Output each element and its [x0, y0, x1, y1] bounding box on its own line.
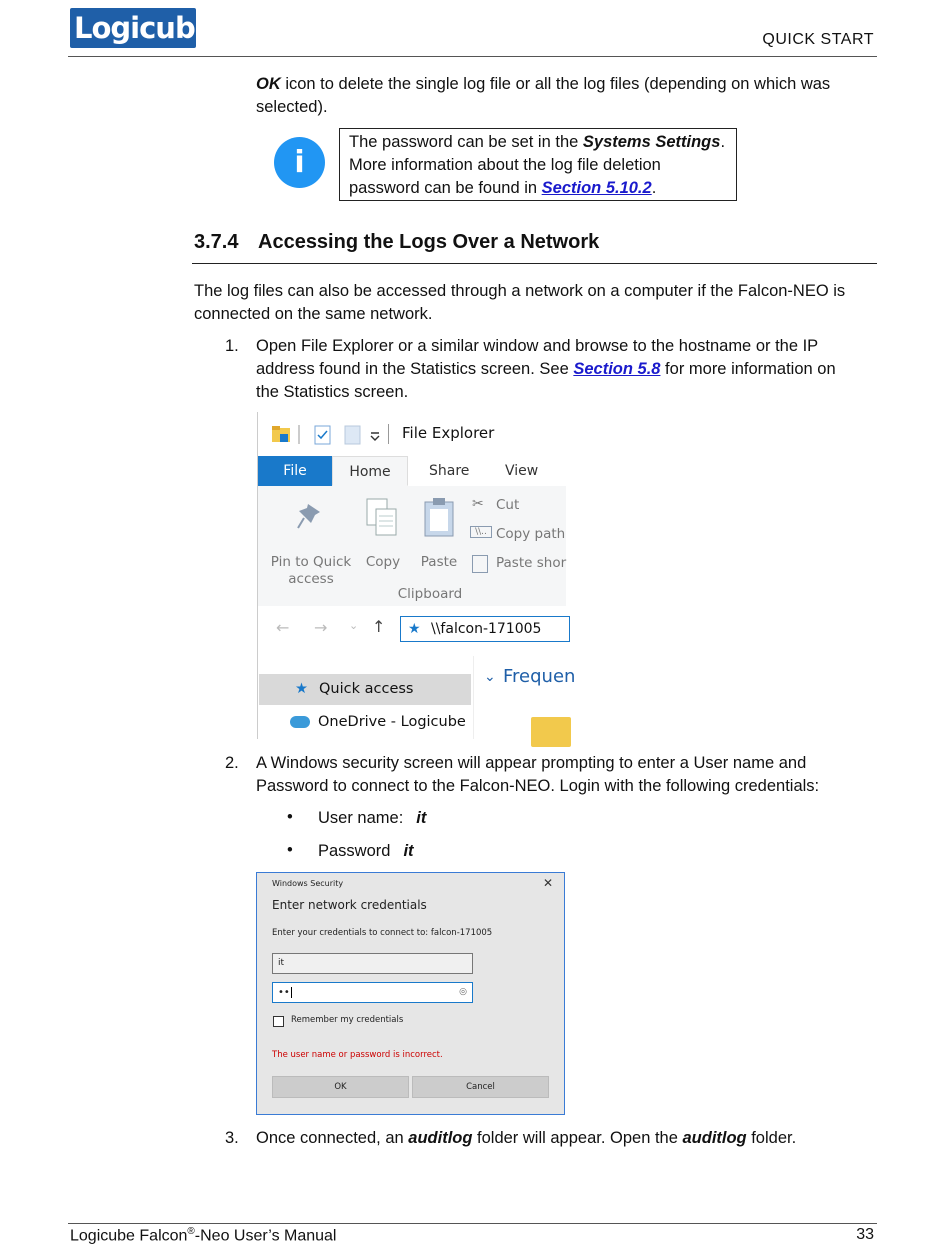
frequent-folders-header: Frequen: [503, 666, 576, 687]
file-explorer-screenshot: [257, 412, 576, 739]
pin-needle: [298, 518, 304, 528]
auditlog-term: auditlog: [408, 1129, 473, 1147]
dialog-prompt: Enter your credentials to connect to: falcon-171005: [272, 928, 493, 938]
username-label: User name:: [318, 809, 404, 827]
fe-address-bar-row: [258, 606, 566, 656]
step-2-text: [256, 752, 876, 798]
tab-view[interactable]: View: [505, 463, 539, 479]
section-5-8-link[interactable]: Section 5.8: [573, 360, 661, 378]
quick-access-toolbar: [270, 422, 380, 448]
ok-button[interactable]: OK: [272, 1076, 409, 1098]
ok-word: OK: [256, 75, 281, 93]
heading-rule: [192, 263, 877, 264]
pin-icon: [296, 500, 326, 534]
properties-icon: [315, 426, 330, 444]
systems-settings-text: Systems Settings: [582, 133, 721, 151]
cut-button[interactable]: Cut: [496, 497, 520, 513]
password-field[interactable]: [272, 982, 473, 1003]
info-glyph: i: [294, 145, 305, 180]
credential-password: [318, 840, 414, 863]
pin-to-quick-access-button[interactable]: [266, 554, 356, 588]
reveal-password-icon[interactable]: ◎: [459, 987, 467, 997]
paste-shortcut-button[interactable]: Paste shor: [496, 555, 567, 571]
note-line3: password can be found in: [349, 179, 542, 197]
paste-shortcut-icon: [472, 555, 488, 573]
address-text: \\falcon-171005: [431, 621, 542, 637]
tab-share[interactable]: Share: [429, 463, 470, 479]
address-bar[interactable]: [400, 616, 570, 642]
header-section: QUICK START: [762, 31, 874, 48]
step1-line3: the Statistics screen.: [256, 383, 409, 401]
password-label: Password: [318, 842, 391, 860]
step-3-text: [256, 1127, 876, 1150]
password-value: it: [403, 842, 414, 860]
text-cursor: [291, 987, 292, 998]
username-value: it: [416, 809, 427, 827]
fe-ribbon-tabs: [258, 456, 566, 487]
dropdown-arrow-icon: [371, 433, 379, 440]
copy-path-button[interactable]: Copy path: [496, 526, 566, 542]
step-number: 2.: [225, 754, 239, 772]
fe-titlebar: [258, 412, 566, 456]
footer-title-pre: Logicube Falcon: [70, 1227, 188, 1245]
intro-paragraph: [256, 73, 876, 119]
heading-title: Accessing the Logs Over a Network: [258, 231, 600, 253]
paste-button[interactable]: Paste: [420, 554, 458, 570]
forward-arrow-icon[interactable]: →: [314, 618, 328, 637]
step-number: 3.: [225, 1129, 239, 1147]
section-5-10-2-link[interactable]: Section 5.10.2: [541, 179, 652, 197]
tab-home[interactable]: Home: [332, 456, 408, 486]
onedrive-icon: [290, 716, 310, 728]
quick-access-label: Quick access: [319, 681, 414, 697]
info-icon: [274, 137, 325, 188]
cut-icon: ✂: [472, 496, 484, 512]
fe-window-title: File Explorer: [402, 424, 495, 442]
footer-registered-mark: ®: [187, 1226, 195, 1237]
footer-title: [70, 1226, 336, 1245]
clipboard-paper: [430, 509, 448, 531]
username-field[interactable]: it: [272, 953, 473, 974]
dialog-window-title: Windows Security: [272, 879, 344, 888]
step2-line1: A Windows security screen will appear prompting to enter a User name and: [256, 754, 807, 772]
step1-line2: address found in the Statistics screen. See: [256, 360, 574, 378]
step1-line1: Open File Explorer or a similar window and browse to the hostname or the IP: [256, 337, 819, 355]
check-mark: [318, 431, 327, 438]
note-line1: The password can be set in the: [349, 133, 583, 151]
cancel-button[interactable]: Cancel: [412, 1076, 549, 1098]
note-period: .: [720, 133, 726, 151]
nav-quick-access[interactable]: [259, 674, 471, 705]
new-folder-icon: [345, 426, 360, 444]
recent-chevron-icon[interactable]: ⌄: [349, 619, 359, 632]
note-line2: More information about the log file deletion: [349, 156, 661, 174]
auditlog-term: auditlog: [682, 1129, 747, 1147]
step3-pre: Once connected, an: [256, 1129, 409, 1147]
step-1-text: [256, 335, 876, 404]
star-icon: ★: [408, 621, 421, 637]
error-message: The user name or password is incorrect.: [272, 1050, 443, 1060]
footer-title-post: -Neo User’s Manual: [194, 1227, 337, 1245]
dialog-heading: Enter network credentials: [272, 898, 427, 912]
step-number: 1.: [225, 337, 239, 355]
fe-navigation-pane: [258, 656, 474, 739]
title-separator: [388, 424, 389, 444]
bullet: •: [287, 841, 293, 859]
page-number: 33: [856, 1226, 874, 1243]
fe-ribbon: [258, 486, 566, 607]
quick-access-star-icon: ★: [295, 681, 308, 697]
password-dots: ••: [278, 987, 290, 998]
nav-onedrive[interactable]: OneDrive - Logicube: [318, 714, 466, 730]
intro-line2: selected).: [256, 98, 328, 116]
logo-text: Logicube: [74, 11, 214, 45]
spacer: [384, 412, 386, 456]
copy-path-icon: \\..: [470, 526, 492, 538]
tab-file[interactable]: File: [258, 456, 332, 486]
folder-badge: [280, 434, 288, 442]
heading-number: 3.7.4: [194, 231, 239, 253]
expand-chevron-icon[interactable]: ⌄: [484, 669, 496, 685]
up-arrow-icon[interactable]: ↑: [372, 617, 386, 636]
pin-label-2: access: [288, 571, 334, 587]
footer-rule: [68, 1223, 877, 1224]
close-icon[interactable]: ✕: [542, 876, 553, 890]
copy-icon: [364, 496, 400, 540]
body-paragraph: [194, 280, 884, 326]
section-heading: [194, 231, 599, 254]
pin-label-1: Pin to Quick: [270, 554, 352, 570]
step3-post: folder.: [746, 1129, 797, 1147]
credential-username: [318, 807, 426, 830]
windows-security-dialog: [256, 872, 565, 1115]
copy-button[interactable]: Copy: [365, 554, 401, 570]
clipboard-clip: [433, 498, 445, 505]
back-arrow-icon[interactable]: ←: [276, 618, 290, 637]
note-period2: .: [651, 179, 657, 197]
clipboard-group-label: Clipboard: [397, 586, 463, 602]
note-box: [339, 128, 737, 201]
paste-icon: [422, 496, 456, 540]
step2-line2: Password to connect to the Falcon-NEO. Login with the following credentials:: [256, 777, 820, 795]
para-line1: The log files can also be accessed through a network on a computer if the Falcon-NEO is: [194, 282, 846, 300]
bullet: •: [287, 808, 293, 826]
step3-mid: folder will appear. Open the: [472, 1129, 683, 1147]
folder-tab: [272, 426, 280, 430]
remember-checkbox[interactable]: [273, 1016, 284, 1027]
intro-line1: icon to delete the single log file or all the log files (depending on which was: [280, 75, 831, 93]
para-line2: connected on the same network.: [194, 305, 433, 323]
logicube-logo: [70, 8, 221, 48]
remember-label: Remember my credentials: [291, 1015, 404, 1025]
copy-sheet-front: [376, 509, 396, 535]
header-rule: [68, 56, 877, 57]
logo-registered-mark: ®: [213, 15, 221, 24]
step1-line2-post: for more information on: [660, 360, 836, 378]
folder-icon: [531, 717, 571, 747]
